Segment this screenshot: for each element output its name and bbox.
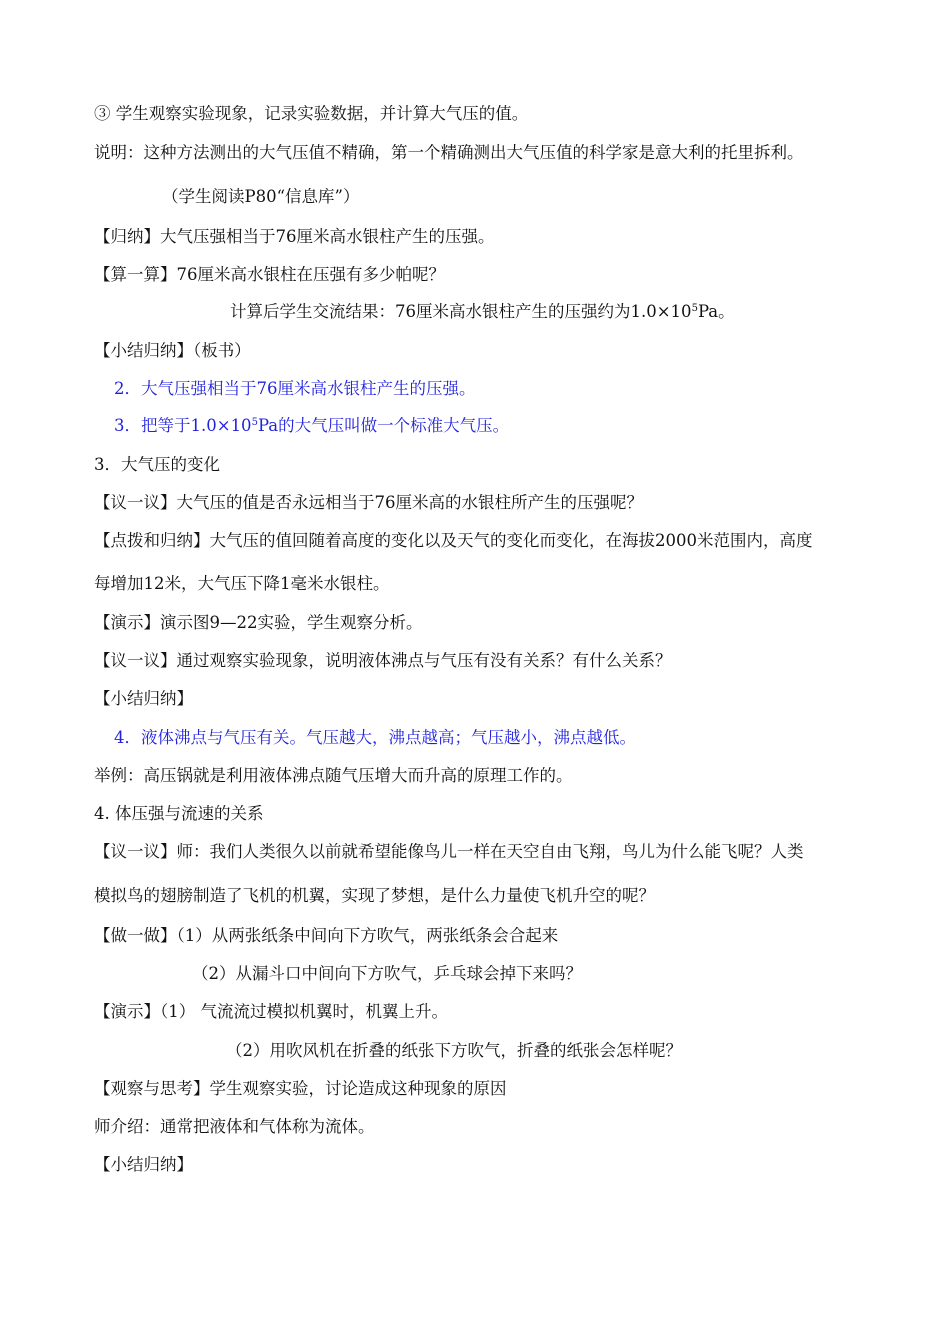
text-line: （2）用吹风机在折叠的纸张下方吹气，折叠的纸张会怎样呢？ xyxy=(226,1041,682,1060)
text-line: 4．液体沸点与气压有关。气压越大，沸点越高；气压越小，沸点越低。 xyxy=(114,728,636,747)
text-line: 说明：这种方法测出的大气压值不精确，第一个精确测出大气压值的科学家是意大利的托里拆利。 xyxy=(94,143,804,162)
text-line: ③ 学生观察实验现象，记录实验数据，并计算大气压的值。 xyxy=(94,104,529,123)
superscript: 5 xyxy=(691,303,698,314)
text-line: 【小结归纳】 xyxy=(94,689,193,708)
section-heading: 3．大气压的变化 xyxy=(94,455,220,474)
text-line xyxy=(230,302,735,322)
text-line: 模拟鸟的翅膀制造了飞机的机翼，实现了梦想，是什么力量使飞机升空的呢？ xyxy=(94,886,655,905)
text-line: 【议一议】通过观察实验现象，说明液体沸点与气压有没有关系？有什么关系？ xyxy=(94,651,672,670)
text-line: 【演示】（1） 气流流过模拟机翼时，机翼上升。 xyxy=(94,1002,448,1021)
text-fragment: 3．把等于1.0×10 xyxy=(114,416,252,435)
text-line: （学生阅读P80“信息库”） xyxy=(162,187,360,206)
text-line: 【演示】演示图9—22实验，学生观察分析。 xyxy=(94,613,423,632)
section-heading: 4. 体压强与流速的关系 xyxy=(94,804,264,823)
text-fragment: 计算后学生交流结果：76厘米高水银柱产生的压强约为1.0×10 xyxy=(230,302,692,321)
text-line: 举例：高压锅就是利用液体沸点随气压增大而升高的原理工作的。 xyxy=(94,766,573,785)
text-line: 【点拨和归纳】大气压的值回随着高度的变化以及天气的变化而变化，在海拔2000米范围内，高度 xyxy=(94,531,813,550)
text-line: 2．大气压强相当于76厘米高水银柱产生的压强。 xyxy=(114,379,476,398)
text-fragment: Pa的大气压叫做一个标准大气压。 xyxy=(257,416,510,435)
text-line: 每增加12米，大气压下降1毫米水银柱。 xyxy=(94,574,390,593)
text-line: 【议一议】大气压的值是否永远相当于76厘米高的水银柱所产生的压强呢？ xyxy=(94,493,643,512)
text-line: 【小结归纳】 xyxy=(94,1155,193,1174)
text-line: 【归纳】大气压强相当于76厘米高水银柱产生的压强。 xyxy=(94,227,495,246)
text-line: 师介绍：通常把液体和气体称为流体。 xyxy=(94,1117,375,1136)
text-line xyxy=(114,416,509,436)
text-line: 【做一做】（1）从两张纸条中间向下方吹气，两张纸条会合起来 xyxy=(94,926,559,945)
text-fragment: Pa。 xyxy=(697,302,735,321)
text-line: 【观察与思考】学生观察实验，讨论造成这种现象的原因 xyxy=(94,1079,507,1098)
text-line: （2）从漏斗口中间向下方吹气，乒乓球会掉下来吗？ xyxy=(192,964,582,983)
text-line: 【算一算】76厘米高水银柱在压强有多少帕呢？ xyxy=(94,265,445,284)
text-line: 【小结归纳】（板书） xyxy=(94,341,251,360)
superscript: 5 xyxy=(251,417,258,428)
text-line: 【议一议】师：我们人类很久以前就希望能像鸟儿一样在天空自由飞翔，鸟儿为什么能飞呢？人类 xyxy=(94,842,804,861)
